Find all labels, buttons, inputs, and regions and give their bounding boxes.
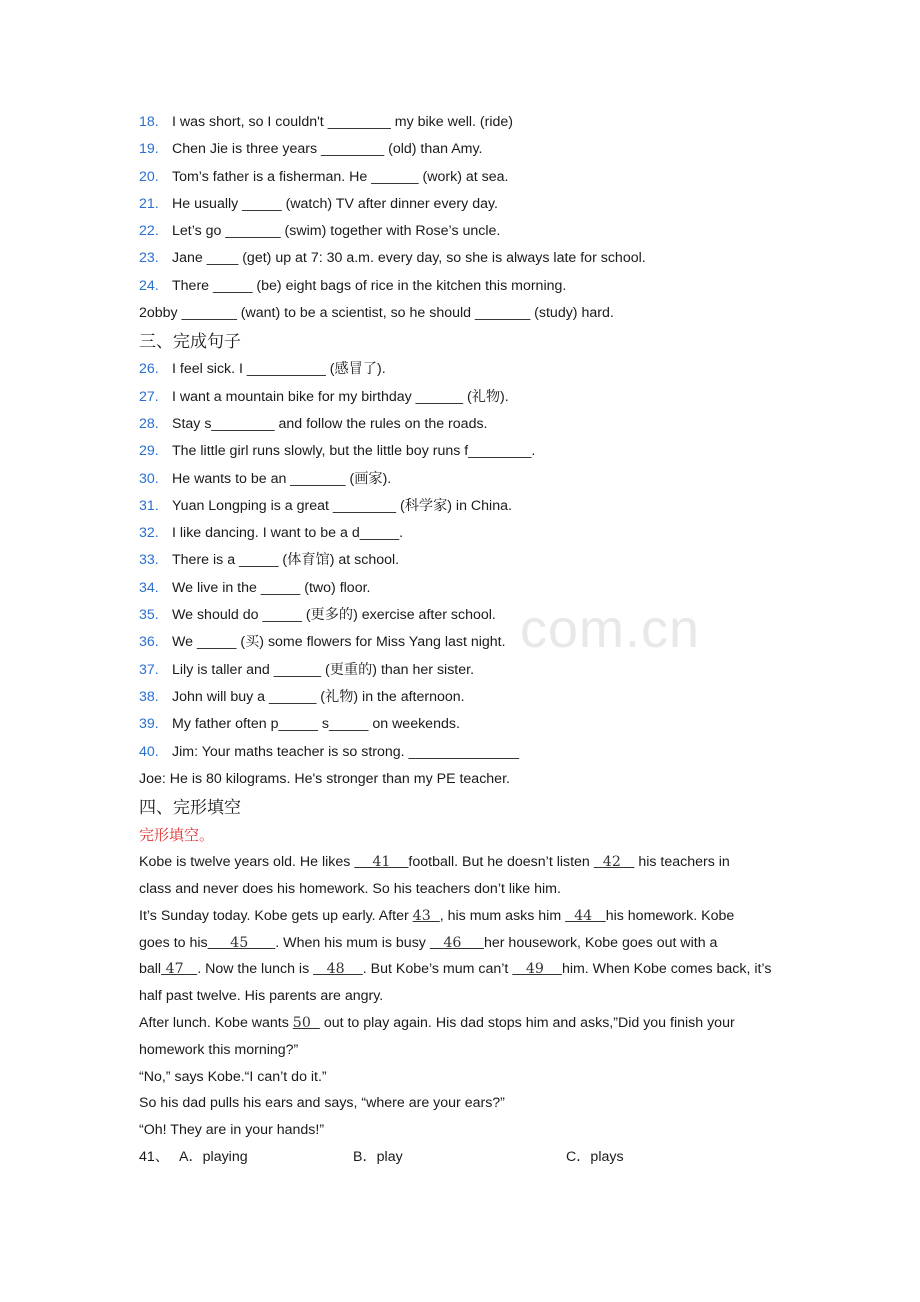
question-text: John will buy a ______ (礼物) in the afternoon. [172,688,465,705]
question-item [139,711,799,738]
passage-text: . But Kobe’s mum can’t [362,961,513,978]
watermark: com.cn [520,599,701,659]
passage-text: goes to his [139,934,208,951]
question-number: 40. [139,743,159,760]
question-text: I like dancing. I want to be a d_____. [172,525,404,542]
question-number: 23. [139,250,159,267]
question-number: 37. [139,661,159,678]
question-text: Jim: Your maths teacher is so strong. ______________ [172,743,520,760]
passage-text: It’s Sunday today. Kobe gets up early. After [139,907,413,924]
question-item [139,273,799,300]
section4-subtitle: 完形填空。 [139,826,215,845]
cloze-passage [139,849,799,1144]
passage-line [139,903,799,930]
passage-line: So his dad pulls his ears and says, “where are your ears?” [139,1095,505,1112]
question-text: Jane ____ (get) up at 7: 30 a.m. every day, so she is always late for school. [172,250,646,267]
question-number: 28. [139,415,159,432]
question-text: He wants to be an _______ (画家). [172,470,392,487]
blank-43: 43 [412,907,440,924]
option-number: 41、 [139,1148,169,1165]
option-c[interactable]: C．plays [566,1148,624,1165]
question-text: The little girl runs slowly, but the little boy runs f________. [172,443,536,460]
question-number: 36. [139,634,159,651]
question-item [139,657,799,684]
worksheet-page [139,109,799,1171]
blank-46: 46 [429,934,484,951]
question-item [139,411,799,438]
passage-text: After lunch. Kobe wants [139,1014,293,1031]
question-item [139,739,799,766]
question-item [139,356,799,383]
blank-50: 50 [292,1014,320,1031]
question-text: We live in the _____ (two) floor. [172,579,371,596]
question-number: 24. [139,277,159,294]
question-number: 29. [139,443,159,460]
question-item [139,438,799,465]
question-number: 30. [139,470,159,487]
question-text: Let’s go _______ (swim) together with Rose’s uncle. [172,223,501,240]
question-number: 33. [139,552,159,569]
question-item [139,575,799,602]
passage-text: him. When Kobe comes back, it’s [561,961,772,978]
passage-text: out to play again. His dad stops him and asks,”Did you finish your [319,1014,735,1031]
question-item [139,493,799,520]
question-number: 35. [139,607,159,624]
passage-line: homework this morning?” [139,1041,299,1058]
question-number: 34. [139,579,159,596]
question-number: 21. [139,195,159,212]
question-number: 22. [139,223,159,240]
question-item [139,109,799,136]
question-text: We should do _____ (更多的) exercise after school. [172,607,496,624]
section3-title: 三、完成句子 [139,332,241,353]
blank-48: 48 [313,961,363,978]
question-item [139,684,799,711]
question-number: 27. [139,388,159,405]
passage-line: class and never does his homework. So his teachers don’t like him. [139,880,561,897]
passage-text: his teachers in [634,854,730,871]
question-item [139,245,799,272]
passage-text: , his mum asks him [439,907,566,924]
passage-text: football. But he doesn’t listen [408,854,594,871]
question-item [139,547,799,574]
question-item [139,602,799,629]
question-number: 32. [139,525,159,542]
blank-41: 41 [354,854,409,871]
question-text: He usually _____ (watch) TV after dinner every day. [172,195,498,212]
question-number: 38. [139,688,159,705]
section2-list [139,109,799,327]
passage-line: half past twelve. His parents are angry. [139,988,384,1005]
passage-text: his homework. Kobe [605,907,735,924]
question-text: Chen Jie is three years ________ (old) than Amy. [172,141,483,158]
blank-42: 42 [593,854,635,871]
passage-text: ball [139,961,162,978]
question-text: Tom’s father is a fisherman. He ______ (work) at sea. [172,168,509,185]
question-number: 18. [139,114,159,130]
passage-text: her housework, Kobe goes out with a [483,934,718,951]
question-text: There is a _____ (体育馆) at school. [172,552,400,569]
question-text: I want a mountain bike for my birthday ______ (礼物). [172,388,509,405]
question-text: Lily is taller and ______ (更重的) than her sister. [172,661,475,678]
question-item [139,218,799,245]
question-text: Stay s________ and follow the rules on the roads. [172,415,488,432]
question-item [139,520,799,547]
question-item [139,384,799,411]
passage-line [139,930,799,957]
question-text: We _____ (买) some flowers for Miss Yang last night. [172,634,506,651]
question-item-25: 2obby _______ (want) to be a scientist, so he should _______ (study) hard. [139,305,614,322]
question-text: I was short, so I couldn't ________ my bike well. (ride) [172,114,514,130]
passage-text: . When his mum is busy [275,934,430,951]
question-41-options [139,1144,799,1171]
question-text: Yuan Longping is a great ________ (科学家) in China. [172,497,512,514]
option-a[interactable]: A．playing [179,1148,248,1165]
question-text: My father often p_____ s_____ on weekends. [172,716,460,733]
blank-47: 47 [161,961,198,978]
question-item [139,629,799,656]
question-item [139,164,799,191]
question-number: 31. [139,497,159,514]
question-item [139,136,799,163]
question-number: 20. [139,168,159,185]
question-text: I feel sick. I __________ (感冒了). [172,361,386,378]
blank-49: 49 [512,961,562,978]
passage-text: Kobe is twelve years old. He likes [139,854,355,871]
question-reply: Joe: He is 80 kilograms. He's stronger than my PE teacher. [139,770,510,787]
question-item [139,191,799,218]
section3-list [139,356,799,793]
option-b[interactable]: B．play [353,1148,403,1165]
passage-line [139,956,799,983]
passage-line: “Oh! They are in your hands!” [139,1122,325,1139]
question-item [139,466,799,493]
question-number: 19. [139,141,159,158]
section4-title: 四、完形填空 [139,798,241,819]
passage-line [139,849,799,876]
blank-44: 44 [565,907,606,924]
passage-line: “No,” says Kobe.“I can’t do it.” [139,1068,327,1085]
blank-45: 45 [207,934,276,951]
passage-line [139,1010,799,1037]
passage-text: . Now the lunch is [197,961,314,978]
question-number: 39. [139,716,159,733]
question-text: There _____ (be) eight bags of rice in the kitchen this morning. [172,277,567,294]
question-number: 26. [139,361,159,378]
